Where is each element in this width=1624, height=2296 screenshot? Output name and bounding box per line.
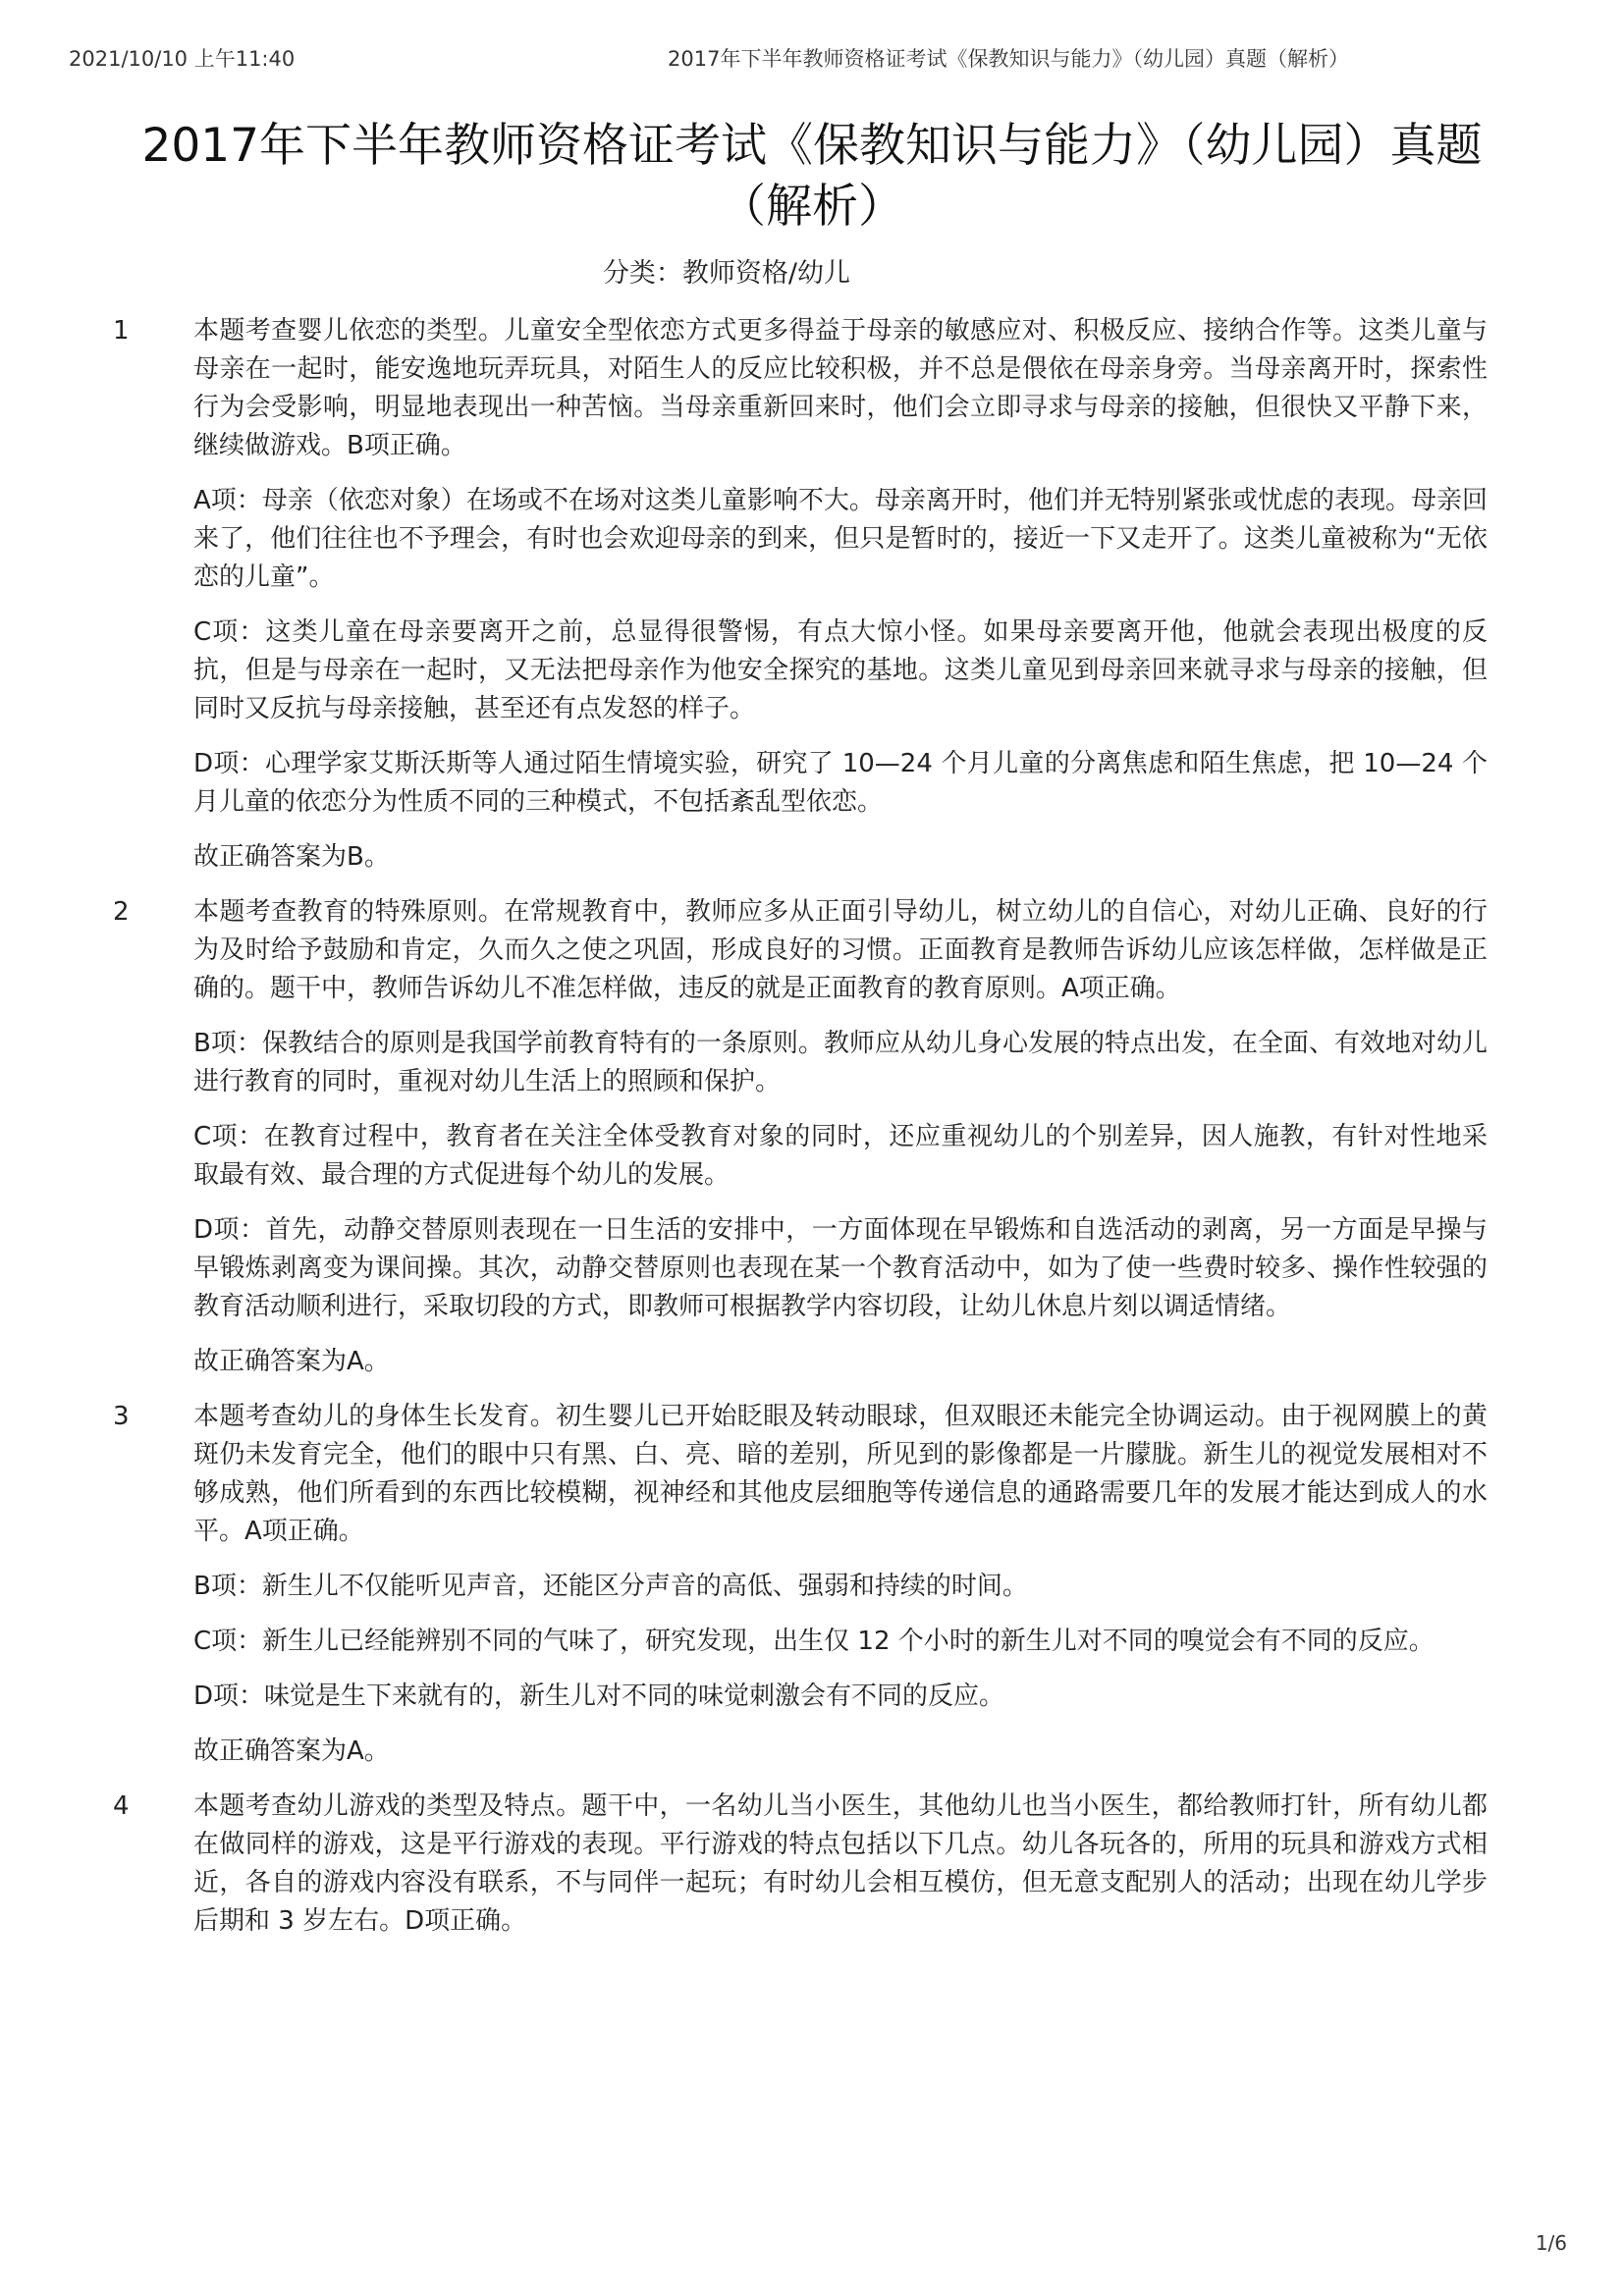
option-b-explanation: B项：保教结合的原则是我国学前教育特有的一条原则。教师应从幼儿身心发展的特点出发，在全面、有效地对幼儿进行教育的同时，重视对幼儿生活上的照顾和保护。: [193, 1029, 1488, 1096]
explanation-paragraph: 本题考查婴儿依恋的类型。儿童安全型依恋方式更多得益于母亲的敏感应对、积极反应、接纳合作等。这类儿童与母亲在一起时，能安逸地玩弄玩具，对陌生人的反应比较积极，并不总是偎依在母亲身旁。当母亲离开时，探索性行为会受影响，明显地表现出一种苦恼。当母亲重新回来时，他们会立即寻求与母亲的接触，但很快又平静下来，继续做游戏。B项正确。: [193, 316, 1488, 460]
question-number: 1: [113, 316, 130, 346]
explanation-paragraph: 本题考查幼儿游戏的类型及特点。题干中，一名幼儿当小医生，其他幼儿也当小医生，都给教师打针，所有幼儿都在做同样的游戏，这是平行游戏的表现。平行游戏的特点包括以下几点。幼儿各玩各的，所用的玩具和游戏方式相近，各自的游戏内容没有联系，不与同伴一起玩；有时幼儿会相互模仿，但无意支配别人的活动；出现在幼儿学步后期和 3 岁左右。D项正确。: [193, 1791, 1488, 1936]
category-label: 分类：教师资格/幼儿: [602, 258, 851, 289]
correct-answer: 故正确答案为B。: [193, 842, 390, 872]
option-c-explanation: C项：在教育过程中，教育者在关注全体受教育对象的同时，还应重视幼儿的个别差异，因人施教，有针对性地采取最有效、最合理的方式促进每个幼儿的发展。: [193, 1122, 1488, 1190]
question-2: [113, 893, 1488, 1381]
page-number: 1/6: [1535, 2231, 1567, 2255]
explanation-paragraph: 本题考查幼儿的身体生长发育。初生婴儿已开始眨眼及转动眼球，但双眼还未能完全协调运动。由于视网膜上的黄斑仍未发育完全，他们的眼中只有黑、白、亮、暗的差别，所见到的影像都是一片朦胧。新生儿的视觉发展相对不够成熟，他们所看到的东西比较模糊，视神经和其他皮层细胞等传递信息的通路需要几年的发展才能达到成人的水平。A项正确。: [193, 1402, 1488, 1546]
option-d-explanation: D项：味觉是生下来就有的，新生儿对不同的味觉刺激会有不同的反应。: [193, 1682, 1005, 1711]
correct-answer: 故正确答案为A。: [193, 1347, 390, 1376]
option-b-explanation: B项：新生儿不仅能听见声音，还能区分声音的高低、强弱和持续的时间。: [193, 1572, 1028, 1601]
question-1: [113, 312, 1488, 877]
page-title: 2017年下半年教师资格证考试《保教知识与能力》（幼儿园）真题（解析）: [141, 119, 1483, 234]
option-c-explanation: C项：这类儿童在母亲要离开之前，总显得很警惕，有点大惊小怪。如果母亲要离开他，他就会表现出极度的反抗，但是与母亲在一起时，又无法把母亲作为他安全探究的基地。这类儿童见到母亲回来就寻求与母亲的接触，但同时又反抗与母亲接触，甚至还有点发怒的样子。: [193, 617, 1488, 723]
print-doc-title: 2017年下半年教师资格证考试《保教知识与能力》（幼儿园）真题（解析）: [668, 47, 1349, 71]
correct-answer: 故正确答案为A。: [193, 1736, 390, 1766]
question-number: 2: [113, 897, 130, 927]
print-header: [69, 43, 1555, 73]
explanation-paragraph: 本题考查教育的特殊原则。在常规教育中，教师应多从正面引导幼儿，树立幼儿的自信心，对幼儿正确、良好的行为及时给予鼓励和肯定，久而久之使之巩固，形成良好的习惯。正面教育是教师告诉幼儿应该怎样做，怎样做是正确的。题干中，教师告诉幼儿不准怎样做，违反的就是正面教育的教育原则。A项正确。: [193, 897, 1488, 1003]
option-d-explanation: D项：心理学家艾斯沃斯等人通过陌生情境实验，研究了 10—24 个月儿童的分离焦虑和陌生焦虑，把 10—24 个月儿童的依恋分为性质不同的三种模式，不包括紊乱型依恋。: [193, 749, 1488, 817]
question-number: 4: [113, 1791, 130, 1821]
question-4: [113, 1788, 1488, 1941]
question-number: 3: [113, 1402, 130, 1431]
option-c-explanation: C项：新生儿已经能辨别不同的气味了，研究发现，出生仅 12 个小时的新生儿对不同的嗅觉会有不同的反应。: [193, 1627, 1435, 1656]
question-3: [113, 1398, 1488, 1771]
answer-list: [113, 312, 1488, 1957]
print-datetime: 2021/10/10 上午11:40: [69, 47, 296, 71]
option-d-explanation: D项：首先，动静交替原则表现在一日生活的安排中，一方面体现在早锻炼和自选活动的剥离，另一方面是早操与早锻炼剥离变为课间操。其次，动静交替原则也表现在某一个教育活动中，如为了使一些费时较多、操作性较强的教育活动顺利进行，采取切段的方式，即教师可根据教学内容切段，让幼儿休息片刻以调适情绪。: [193, 1215, 1488, 1321]
option-a-explanation: A项：母亲（依恋对象）在场或不在场对这类儿童影响不大。母亲离开时，他们并无特别紧张或忧虑的表现。母亲回来了，他们往往也不予理会，有时也会欢迎母亲的到来，但只是暂时的，接近一下又走开了。这类儿童被称为“无依恋的儿童”。: [193, 486, 1488, 592]
